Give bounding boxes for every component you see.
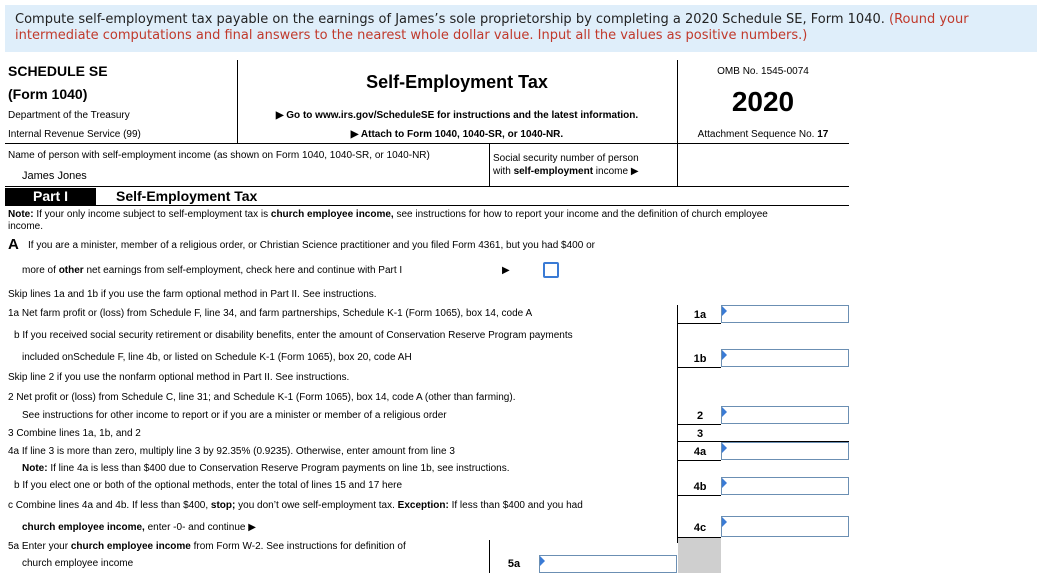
line-2-input[interactable] [721,406,849,424]
line-1b-text1: b If you received social security retirement or disability benefits, enter the amount of Conservation Reserve Program payments [14,330,573,341]
line-2-label: 2 [696,410,704,422]
skip-nonfarm-note: Skip line 2 if you use the nonfarm optional method in Part II. See instructions. [8,372,350,383]
rule-1b [677,367,721,368]
part-one-title: Self-Employment Tax [116,188,258,204]
rule-2 [677,424,721,425]
attach-instructions: ▶ Attach to Form 1040, 1040-SR, or 1040-NR. [350,129,564,140]
ssn-field-divider [677,143,678,186]
name-ssn-divider [489,143,490,186]
line-a-checkbox[interactable] [543,262,559,278]
goto-instructions: ▶ Go to www.irs.gov/ScheduleSE for instructions and the latest information. [275,110,639,121]
rule-name-bottom [5,186,849,187]
line-4a-input[interactable] [721,442,849,460]
question-rounding-note: (Round your intermediate computations and final answers to the nearest whole dollar value. Input all the values as positive numbers.) [15,12,969,43]
line-2-text1: 2 Net profit or (loss) from Schedule C, line 31; and Schedule K-1 (Form 1065), box 14, code A (other than farming). [8,392,516,403]
line-a-arrow: ▶ [502,265,510,276]
line-1b-label: 1b [693,353,707,365]
dept-treasury: Department of the Treasury [8,110,130,121]
skip-farm-note: Skip lines 1a and 1b if you use the farm optional method in Part II. See instructions. [8,289,377,300]
line-4c-label: 4c [693,522,707,534]
line-5a-text2: church employee income [22,558,134,569]
question-banner [5,5,1037,52]
omb-number: OMB No. 1545-0074 [717,66,809,77]
taxpayer-name: James Jones [22,170,87,182]
rule-4a [677,460,721,461]
ssn-label-line1: Social security number of person [493,153,639,164]
line-2-text2: See instructions for other income to report or if you are a minister or member of a religious order [22,410,447,421]
line-4c-text2: church employee income, enter -0- and continue ▶ [22,522,256,533]
line-4c-text1: c Combine lines 4a and 4b. If less than $400, stop; you don’t owe self-employment tax. Exception: If less than $400 and you had [8,500,583,511]
name-label: Name of person with self-employment income (as shown on Form 1040, 1040-SR, or 1040-NR) [8,150,430,161]
line-a-letter: A [8,236,19,253]
irs-label: Internal Revenue Service (99) [8,129,141,140]
line-4a-label: 4a [693,446,707,458]
part-one-note-cont: income. [8,221,44,232]
line-1b-input[interactable] [721,349,849,367]
line-3-label: 3 [696,428,704,440]
line-1b-text2: included onSchedule F, line 4b, or listed on Schedule K-1 (Form 1065), box 20, code AH [22,352,412,363]
line-4b-text: b If you elect one or both of the optional methods, enter the total of lines 15 and 17 here [14,480,403,491]
line-4b-flag-icon [722,478,727,488]
line-4a-flag-icon [722,443,727,453]
line-1a-text: 1a Net farm profit or (loss) from Schedule F, line 34, and farm partnerships, Schedule K-1 (Form 1065), box 14, code A [8,308,533,319]
line-2-flag-icon [722,407,727,417]
line-5a-shaded-cell [678,538,721,573]
line-a-text1: If you are a minister, member of a religious order, or Christian Science practitioner and you filed Form 4361, but you had $400 or [28,240,595,251]
tax-year: 2020 [731,86,795,117]
line-4c-flag-icon [722,517,727,527]
form-title: Self-Employment Tax [366,72,548,92]
line-1a-label: 1a [693,309,707,321]
form-sub: (Form 1040) [8,86,88,102]
line-5a-flag-icon [540,556,545,566]
rule-1a [677,323,721,324]
rule-part-bottom [5,205,849,206]
line-3-text: 3 Combine lines 1a, 1b, and 2 [8,428,141,439]
line-1a-flag-icon [722,306,727,316]
question-text: Compute self-employment tax payable on the earnings of James’s sole proprietorship by completing a 2020 Schedule SE, Form 1040. [15,12,885,27]
part-one-note: Note: If your only income subject to self-employment tax is church employee income, see instructions for how to report your income and the definition of church employee [8,209,768,220]
ssn-label-line2: with self-employment income ▶ [493,166,639,177]
line-5a-label: 5a [507,558,521,570]
line-1b-flag-icon [722,350,727,360]
line-4a-note: Note: If line 4a is less than $400 due to Conservation Reserve Program payments on line 1b, see instructions. [22,463,510,474]
attachment-seq: Attachment Sequence No. 17 [697,129,829,140]
line-5a-divider [489,540,490,573]
line-4a-text: 4a If line 3 is more than zero, multiply line 3 by 92.35% (0.9235). Otherwise, enter amount from line 3 [8,446,455,457]
rule-4b [677,495,721,496]
line-5a-text1: 5a Enter your church employee income from Form W-2. See instructions for definition of [8,541,406,552]
line-5a-input[interactable] [539,555,677,573]
line-4c-input[interactable] [721,516,849,537]
line-4b-label: 4b [693,481,707,493]
line-1a-input[interactable] [721,305,849,323]
rule-header-bottom [5,143,849,144]
line-4b-input[interactable] [721,477,849,495]
form-name: SCHEDULE SE [8,63,108,79]
part-one-badge: Part I [5,188,96,205]
line-a-text2: more of other net earnings from self-employment, check here and continue with Part I [22,265,403,276]
